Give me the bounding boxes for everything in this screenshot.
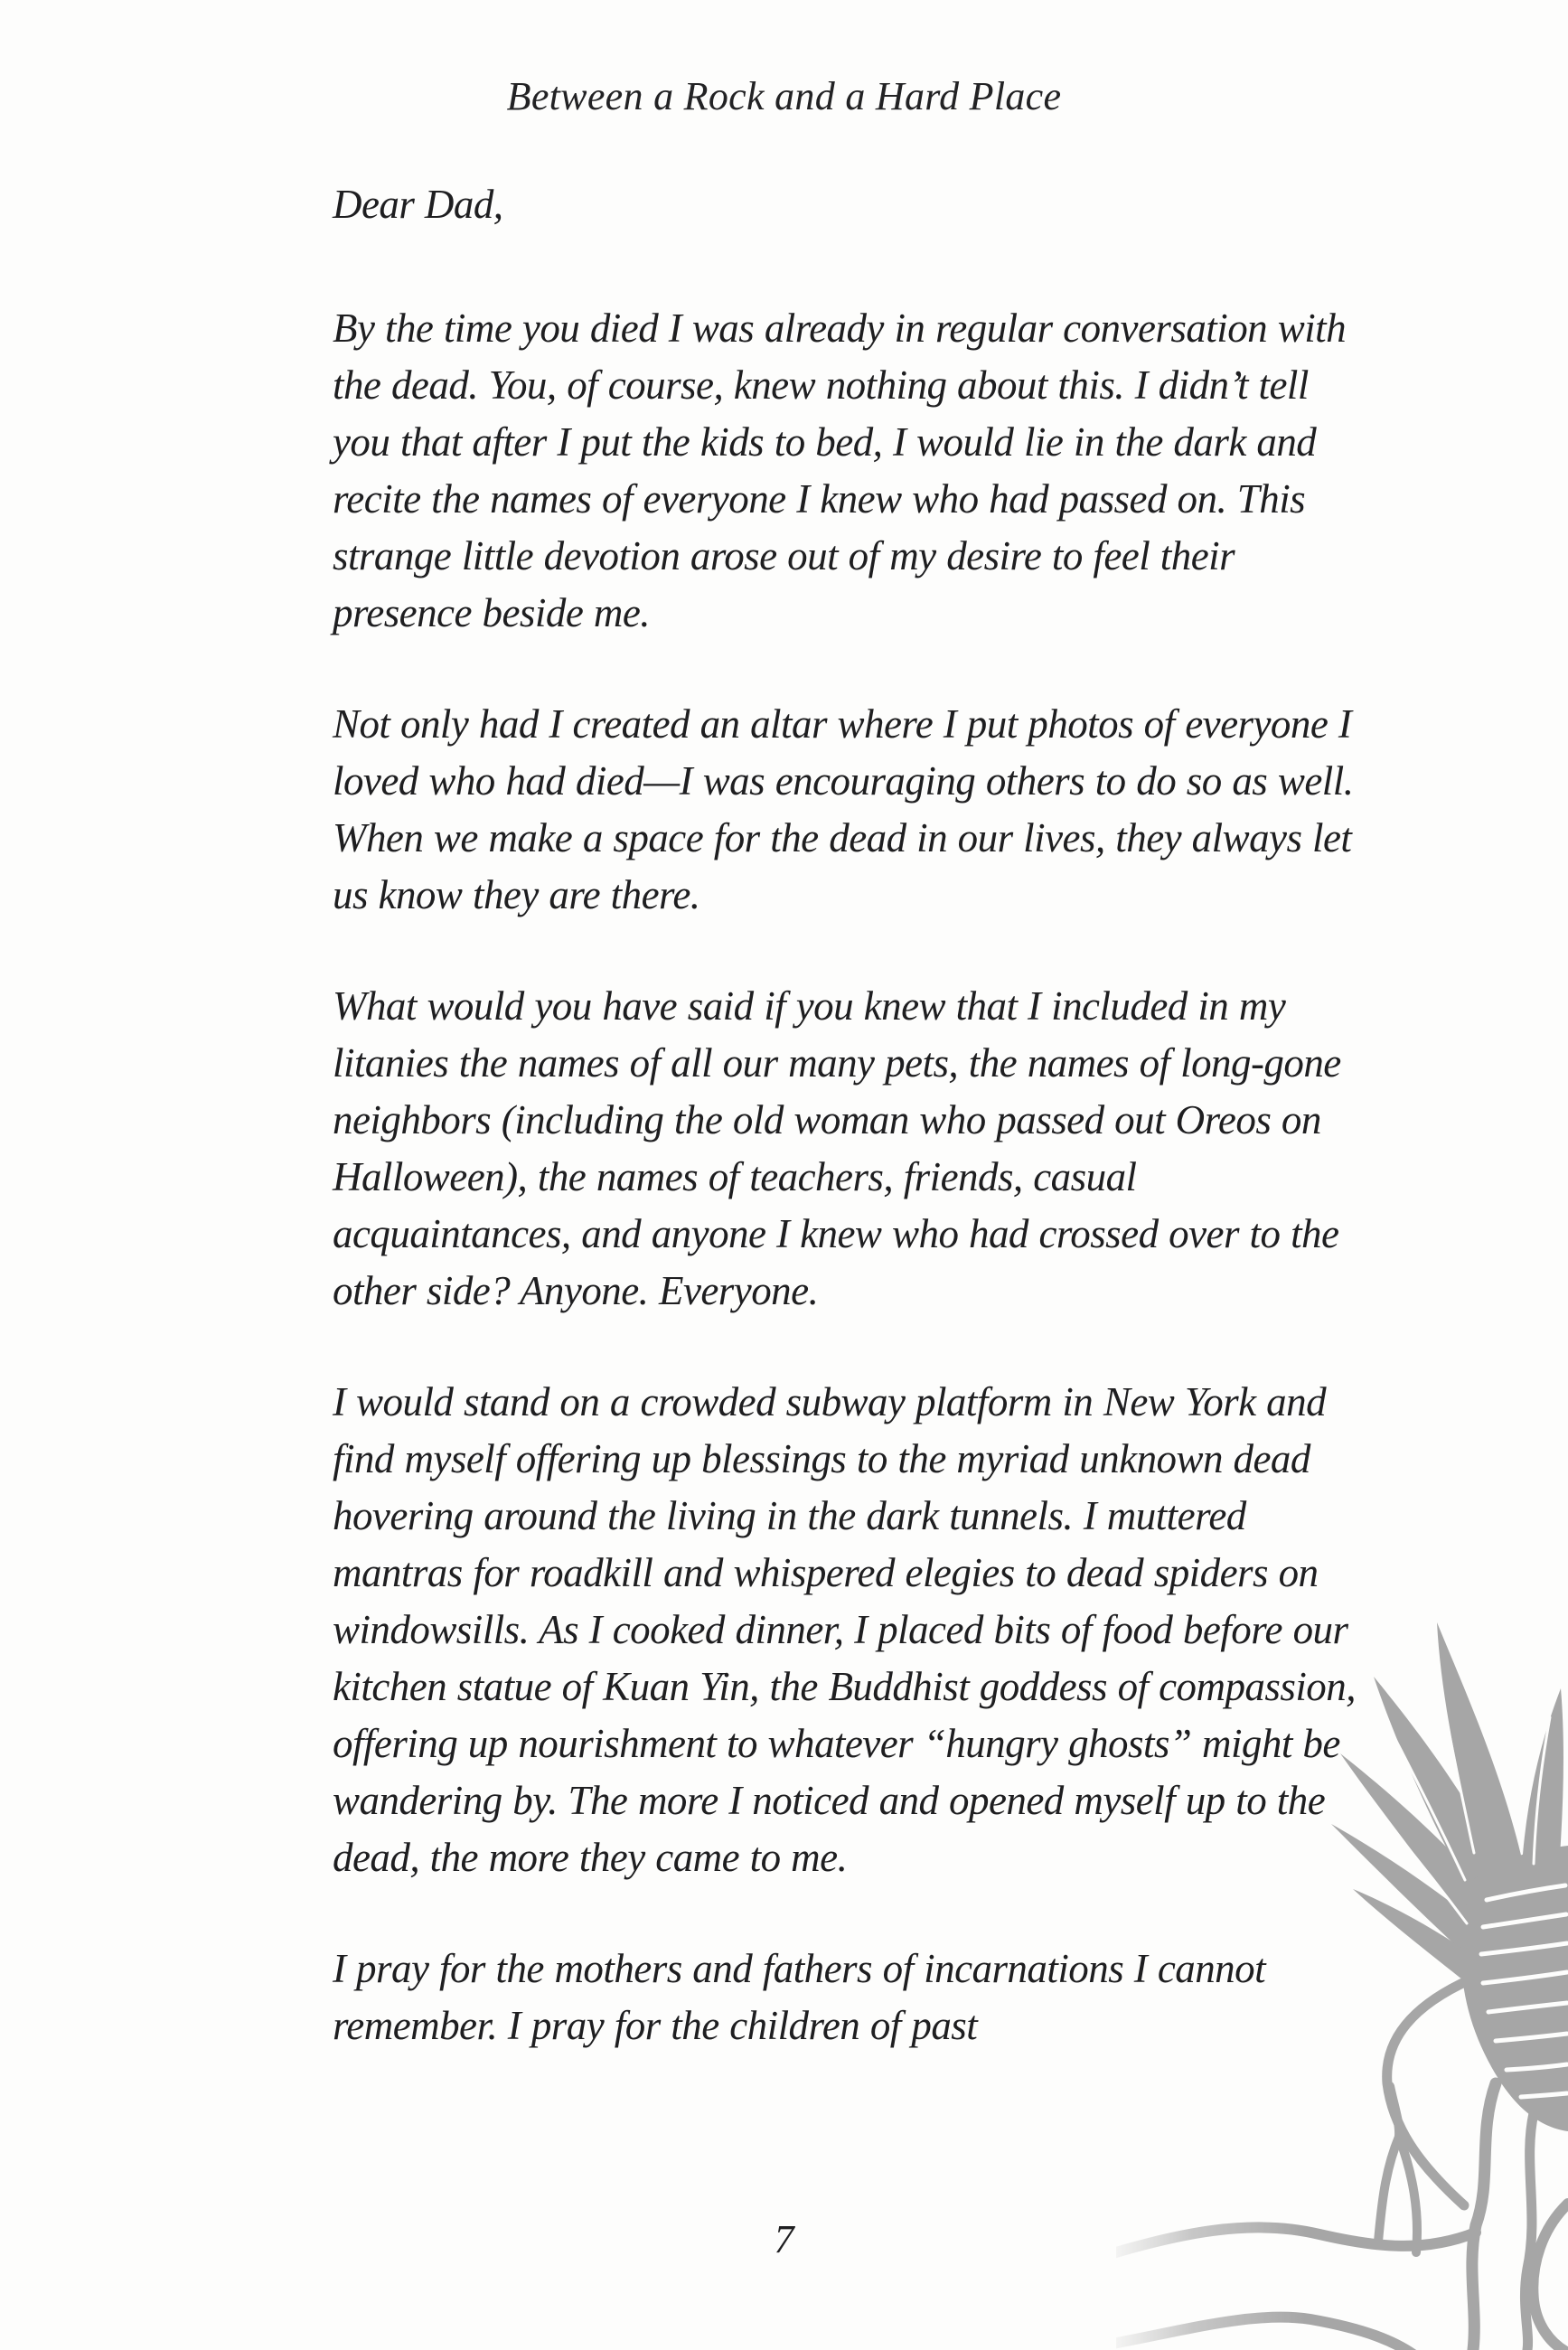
paragraph-5: I pray for the mothers and fathers of incarnations I cannot remember. I pray for the children of past — [333, 1946, 1266, 2048]
page-number: 7 — [774, 2217, 794, 2261]
paragraph-1: By the time you died I was already in regular conversation with the dead. You, of course, knew nothing about this. I didn’t tell you that after I put the kids to bed, I would lie in the dark and recite the names of everyone I knew who had passed on. This strange little devotion arose out of my desire to feel their presence beside me. — [333, 306, 1347, 635]
paragraph-4: I would stand on a crowded subway platform in New York and find myself offering up blessings to the myriad unknown dead hovering around the living in the dark tunnels. I muttered mantras for roadkill and whispered elegies to dead spiders on windowsills. As I cooked dinner, I placed bits of food before our kitchen statue of Kuan Yin, the Buddhist goddess of compassion, offering up nourishment to whatever “hungry ghosts” might be wandering by. The more I noticed and opened myself up to the dead, the more they came to me. — [333, 1379, 1356, 1880]
plant-spikes — [1331, 1622, 1568, 2131]
root-plant-woodcut-illustration — [1116, 1582, 1568, 2350]
running-head: Between a Rock and a Hard Place — [506, 74, 1062, 118]
salutation: Dear Dad, — [333, 182, 503, 227]
paragraph-2: Not only had I created an altar where I put photos of everyone I loved who had died—I was encouraging others to do so as well. When we make a space for the dead in our lives, they always let us know they are there. — [333, 701, 1354, 917]
paragraph-3: What would you have said if you knew that I included in my litanies the names of all our many pets, the names of long-gone neighbors (including the old woman who passed out Oreos on Halloween), the names of teachers, friends, casual acquaintances, and anyone I knew who had crossed over to the other side? Anyone. Everyone. — [333, 983, 1341, 1313]
